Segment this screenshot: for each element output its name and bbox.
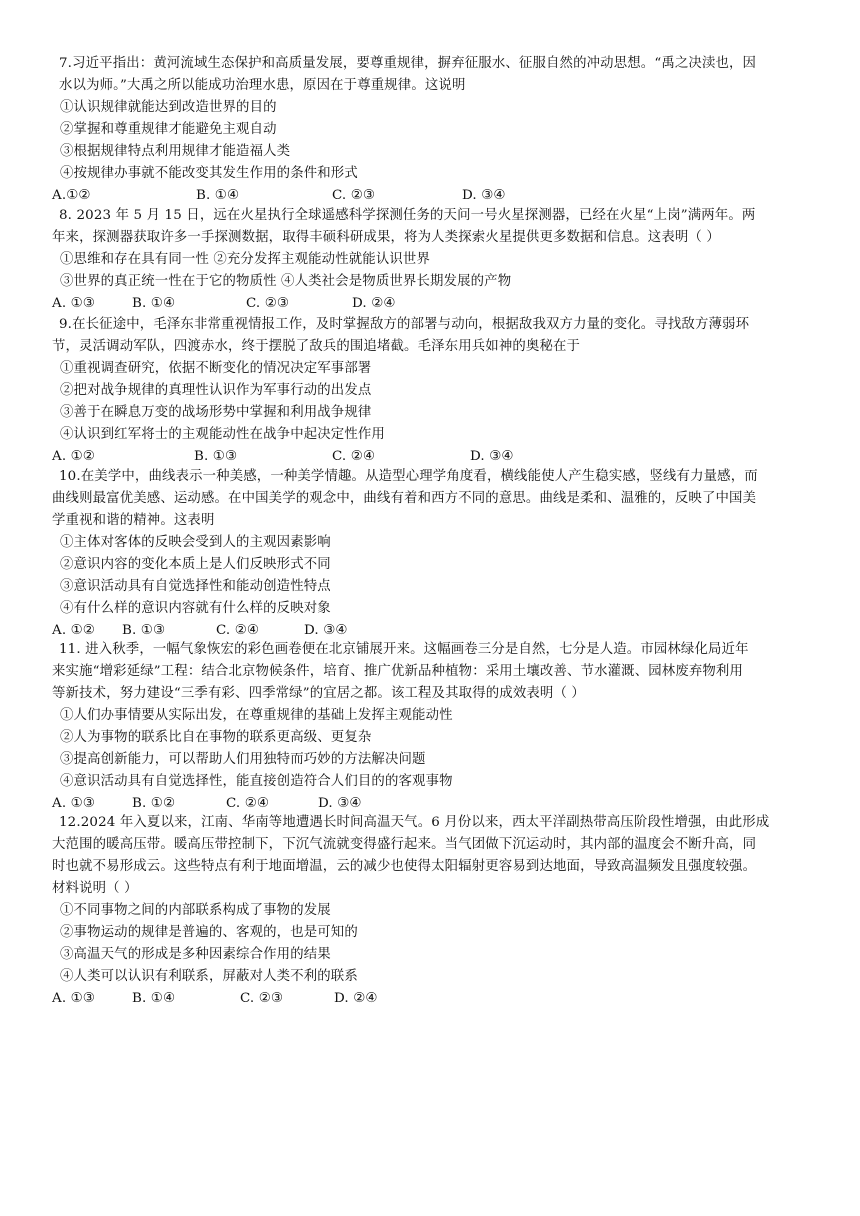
option-statement: ①不同事物之间的内部联系构成了事物的发展 — [60, 903, 331, 918]
question-stem-line: 7.习近平指出：黄河流域生态保护和高质量发展，要尊重规律，摒弃征服水、征服自然的冲动思想。“禹之决渎也，因 — [59, 56, 757, 71]
choice-c[interactable]: C. ②③ — [246, 296, 290, 311]
option-statement: ③善于在瞬息万变的战场形势中掌握和利用战争规律 — [60, 405, 372, 420]
option-statement: ②人为事物的联系比自在事物的联系更高级、更复杂 — [60, 730, 372, 745]
choice-c[interactable]: C. ②④ — [226, 796, 270, 811]
choice-d[interactable]: D. ③④ — [470, 449, 514, 464]
choice-a[interactable]: A. ①③ — [52, 296, 95, 311]
choice-a[interactable]: A. ①② — [52, 623, 95, 638]
choice-c[interactable]: C. ②④ — [216, 623, 260, 638]
option-statement: ④意识活动具有自觉选择性，能直接创造符合人们目的的客观事物 — [60, 774, 453, 789]
question-stem-line: 10.在美学中，曲线表示一种美感，一种美学情趣。从造型心理学角度看，横线能使人产生稳实感，竖线有力量感，而 — [59, 469, 758, 484]
choice-c[interactable]: C. ②④ — [332, 449, 376, 464]
question-stem-line: 大范围的暖高压带。暖高压带控制下，下沉气流就变得盛行起来。当气团做下沉运动时，其内部的温度会不断升高，同 — [52, 837, 757, 852]
choice-c[interactable]: C. ②③ — [240, 991, 284, 1006]
choice-a[interactable]: A. ①③ — [52, 796, 95, 811]
choice-d[interactable]: D. ③④ — [462, 188, 506, 203]
option-statement: ①认识规律就能达到改造世界的目的 — [60, 100, 277, 115]
question-stem-line: 12.2024 年入夏以来，江南、华南等地遭遇长时间高温天气。6 月份以来，西太平洋副热带高压阶段性增强，由此形成 — [59, 815, 770, 830]
option-statement: ②把对战争规律的真理性认识作为军事行动的出发点 — [60, 383, 372, 398]
question-stem-line: 学重视和谐的精神。这表明 — [52, 513, 215, 528]
question-stem-line: 曲线则最富优美感、运动感。在中国美学的观念中，曲线有着和西方不同的意思。曲线是柔和、温雅的，反映了中国美 — [52, 491, 757, 506]
question-stem-line: 材料说明（ ） — [52, 881, 138, 896]
answer-choices — [52, 446, 514, 468]
option-statement: ③意识活动具有自觉选择性和能动创造性特点 — [60, 579, 331, 594]
option-statement: ①人们办事情要从实际出发，在尊重规律的基础上发挥主观能动性 — [60, 708, 453, 723]
question-stem-line: 9.在长征途中，毛泽东非常重视情报工作，及时掌握敌方的部署与动向，根据敌我双方力量的变化。寻找敌方薄弱环 — [59, 317, 750, 332]
choice-a[interactable]: A. ①③ — [52, 991, 95, 1006]
choice-b[interactable]: B. ①④ — [132, 296, 176, 311]
answer-choices — [52, 988, 378, 1010]
option-statement: ④按规律办事就不能改变其发生作用的条件和形式 — [60, 166, 358, 181]
option-statement: ③世界的真正统一性在于它的物质性 ④人类社会是物质世界长期发展的产物 — [60, 274, 512, 289]
answer-choices — [52, 185, 506, 207]
choice-b[interactable]: B. ①④ — [196, 188, 240, 203]
choice-c[interactable]: C. ②③ — [332, 188, 376, 203]
option-statement: ②掌握和尊重规律才能避免主观自动 — [60, 122, 277, 137]
option-statement: ③高温天气的形成是多种因素综合作用的结果 — [60, 947, 331, 962]
question-stem-line: 年来，探测器获取许多一手探测数据，取得丰硕科研成果，将为人类探索火星提供更多数据和信息。这表明（ ） — [52, 230, 720, 245]
option-statement: ①重视调查研究，依据不断变化的情况决定军事部署 — [60, 361, 372, 376]
option-statement: ③提高创新能力，可以帮助人们用独特而巧妙的方法解决问题 — [60, 752, 426, 767]
choice-b[interactable]: B. ①② — [132, 796, 176, 811]
option-statement: ④有什么样的意识内容就有什么样的反映对象 — [60, 601, 331, 616]
option-statement: ④人类可以认识有利联系，屏蔽对人类不利的联系 — [60, 969, 358, 984]
option-statement: ①主体对客体的反映会受到人的主观因素影响 — [60, 535, 331, 550]
question-stem-line: 等新技术，努力建设“三季有彩、四季常绿”的宜居之都。该工程及其取得的成效表明（ ） — [52, 686, 585, 701]
question-stem-line: 节，灵活调动军队，四渡赤水，终于摆脱了敌兵的围追堵截。毛泽东用兵如神的奥秘在于 — [52, 339, 581, 354]
option-statement: ②意识内容的变化本质上是人们反映形式不同 — [60, 557, 331, 572]
choice-d[interactable]: D. ③④ — [318, 796, 362, 811]
choice-d[interactable]: D. ③④ — [304, 623, 348, 638]
question-stem-line: 水以为师。”大禹之所以能成功治理水患，原因在于尊重规律。这说明 — [59, 78, 466, 93]
option-statement: ②事物运动的规律是普遍的、客观的，也是可知的 — [60, 925, 358, 940]
question-stem-line: 8. 2023 年 5 月 15 日，远在火星执行全球遥感科学探测任务的天问一号火星探测器，已经在火星“上岗”满两年。两 — [59, 208, 756, 223]
option-statement: ④认识到红军将士的主观能动性在战争中起决定性作用 — [60, 427, 385, 442]
choice-b[interactable]: B. ①③ — [122, 623, 166, 638]
answer-choices — [52, 293, 396, 315]
option-statement: ③根据规律特点利用规律才能造福人类 — [60, 144, 291, 159]
question-stem-line: 11. 进入秋季，一幅气象恢宏的彩色画卷便在北京铺展开来。这幅画卷三分是自然，七分是人造。市园林绿化局近年 — [59, 642, 749, 657]
choice-d[interactable]: D. ②④ — [352, 296, 396, 311]
choice-a[interactable]: A.①② — [52, 188, 91, 203]
option-statement: ①思维和存在具有同一性 ②充分发挥主观能动性就能认识世界 — [60, 252, 431, 267]
choice-d[interactable]: D. ②④ — [334, 991, 378, 1006]
choice-b[interactable]: B. ①④ — [132, 991, 176, 1006]
question-stem-line: 时也就不易形成云。这些特点有利于地面增温，云的减少也使得太阳辐射更容易到达地面，导致高温频发且强度较强。 — [52, 859, 757, 874]
choice-a[interactable]: A. ①② — [52, 449, 95, 464]
choice-b[interactable]: B. ①③ — [194, 449, 238, 464]
question-stem-line: 来实施“增彩延绿”工程：结合北京物候条件，培育、推广优新品种植物：采用土壤改善、节水灌溉、园林废弃物利用 — [52, 664, 744, 679]
